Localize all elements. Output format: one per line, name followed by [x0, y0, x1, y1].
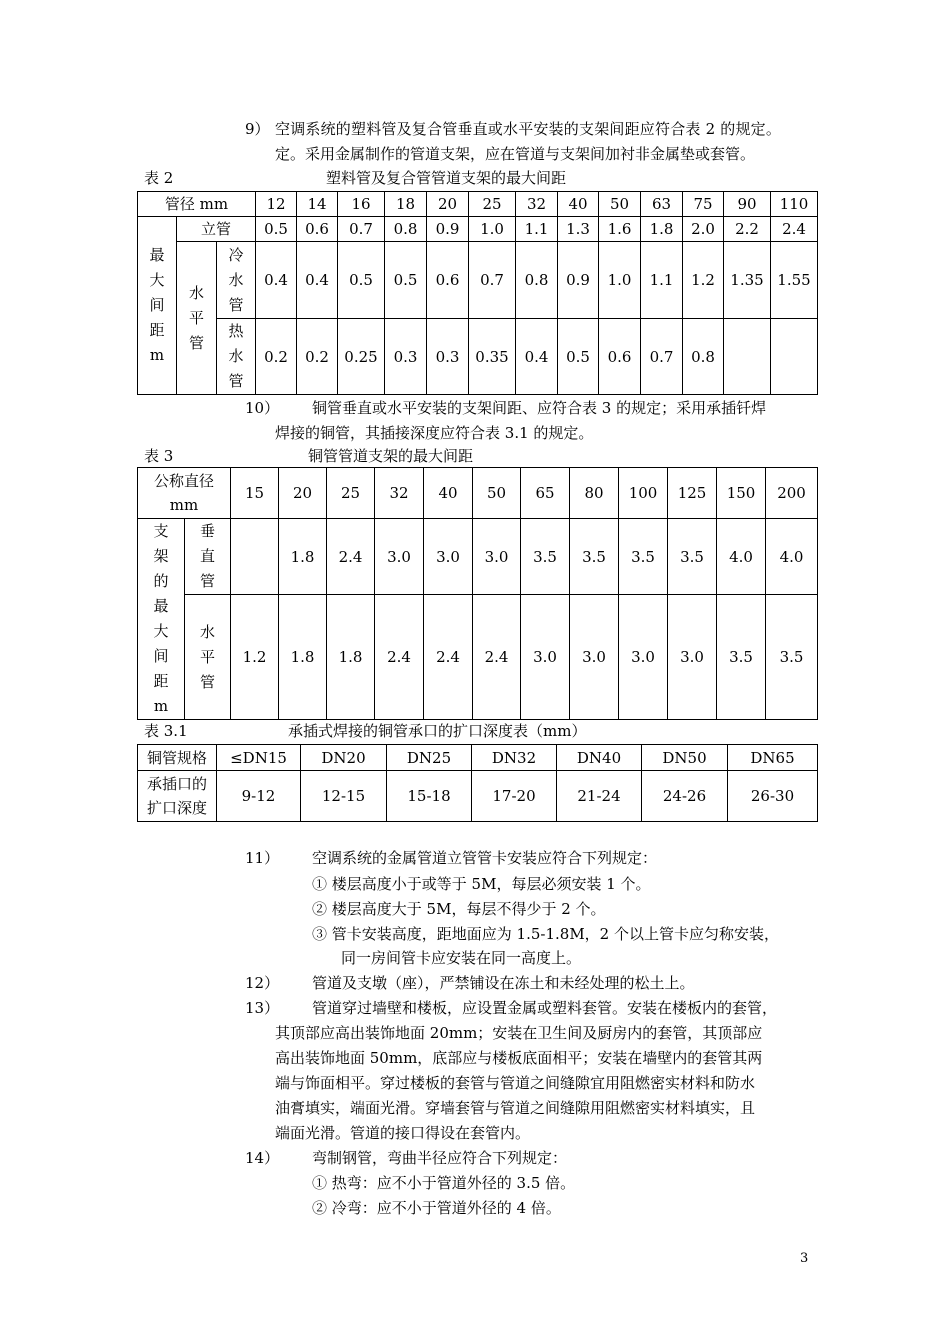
- item-10-line-2: 焊接的铜管，其插接深度应符合表 3.1 的规定。: [275, 424, 594, 442]
- table-2-cell: 0.35: [469, 319, 516, 395]
- table-2-cell: 0.2: [256, 319, 297, 395]
- table-2-cell: 0.6: [599, 319, 641, 395]
- table-2-cell: 0.6: [427, 242, 469, 319]
- table-2-cell: 1.6: [599, 217, 641, 242]
- table-3-1-label: 表 3.1: [144, 722, 188, 740]
- table-3-size: 20: [279, 468, 327, 519]
- table-3-cell: 3.0: [570, 595, 619, 720]
- table-2-size: 18: [385, 192, 427, 217]
- table-3-size: 50: [473, 468, 521, 519]
- table-3-cell: [231, 519, 279, 595]
- item-11-number: 11）: [245, 849, 280, 867]
- table-3-size: 125: [668, 468, 717, 519]
- table-2-cell: 0.8: [385, 217, 427, 242]
- table-3-cell: 3.5: [717, 595, 766, 720]
- table-3-1: [137, 744, 818, 822]
- table-2-cell: 0.6: [297, 217, 338, 242]
- table-2-cell: 2.2: [724, 217, 771, 242]
- item-11-sub-1: ① 楼层高度小于或等于 5M，每层必须安装 1 个。: [312, 875, 651, 893]
- table-2-cell: 1.0: [469, 217, 516, 242]
- table-3-max-spacing-label: 支架的最大间距m: [138, 519, 185, 720]
- table-2-title: 塑料管及复合管管道支架的最大间距: [326, 169, 567, 187]
- item-12-number: 12）: [245, 974, 280, 992]
- table-2-size: 110: [771, 192, 818, 217]
- table-2-size: 50: [599, 192, 641, 217]
- table-2-cell: [771, 319, 818, 395]
- item-13-line-4: 端与饰面相平。穿过楼板的套管与管道之间缝隙宜用阻燃密实材料和防水: [275, 1074, 756, 1092]
- table-3-cell: 3.0: [521, 595, 570, 720]
- table-2-cell: 1.1: [641, 242, 683, 319]
- table-3-1-title: 承插式焊接的铜管承口的扩口深度表（mm）: [288, 722, 587, 740]
- table-2-size: 75: [683, 192, 724, 217]
- table-2-header-label: 管径 mm: [138, 192, 256, 217]
- table-3-size: 40: [424, 468, 473, 519]
- table-2-cell: 1.3: [558, 217, 599, 242]
- table-2-vertical-label: 立管: [177, 217, 256, 242]
- item-9-number: 9）: [245, 120, 270, 138]
- table-3-cell: 4.0: [766, 519, 818, 595]
- table-3-size: 100: [619, 468, 668, 519]
- item-9-line-1: 空调系统的塑料管及复合管垂直或水平安装的支架间距应符合表 2 的规定。: [275, 120, 782, 138]
- item-14-number: 14）: [245, 1149, 280, 1167]
- table-2-horizontal-label: 水平管: [177, 242, 217, 395]
- table-2-cell: 0.4: [256, 242, 297, 319]
- item-11-sub-3-line-1: ③ 管卡安装高度，距地面应为 1.5-1.8M，2 个以上管卡应匀称安装，: [312, 925, 779, 943]
- table-2-cell: 1.55: [771, 242, 818, 319]
- item-13-line-1: 管道穿过墙壁和楼板，应设置金属或塑料套管。安装在楼板内的套管，: [312, 999, 778, 1017]
- table-2-size: 25: [469, 192, 516, 217]
- table-2: [137, 191, 818, 395]
- table-2-size: 16: [338, 192, 385, 217]
- table-3-cell: 3.5: [668, 519, 717, 595]
- table-3-cell: 3.5: [766, 595, 818, 720]
- table-2-size: 20: [427, 192, 469, 217]
- table-3-cell: 1.8: [327, 595, 375, 720]
- item-12-text: 管道及支墩（座），严禁铺设在冻土和未经处理的松土上。: [312, 974, 695, 992]
- table-3-cell: 2.4: [375, 595, 424, 720]
- table-3-cell: 1.8: [279, 519, 327, 595]
- item-9-line-2: 定。采用金属制作的管道支架，应在管道与支架间加衬非金属垫或套管。: [275, 145, 756, 163]
- table-2-size: 32: [516, 192, 558, 217]
- item-13-line-3: 高出装饰地面 50mm，底部应与楼板底面相平；安装在墙壁内的套管其两: [275, 1049, 763, 1067]
- item-11-sub-2: ② 楼层高度大于 5M，每层不得少于 2 个。: [312, 900, 606, 918]
- table-3-cell: 3.0: [668, 595, 717, 720]
- table-3-1-depth: 21-24: [557, 771, 642, 822]
- table-3-1-spec-header: 铜管规格: [138, 745, 217, 771]
- table-3-size: 32: [375, 468, 424, 519]
- table-3-1-spec: ≤DN15: [217, 745, 301, 771]
- item-13-number: 13）: [245, 999, 280, 1017]
- table-3-size: 15: [231, 468, 279, 519]
- table-3-1-depth-header: 承插口的扩口深度: [138, 771, 217, 822]
- table-2-cell: 0.8: [683, 319, 724, 395]
- table-2-cell: 0.7: [338, 217, 385, 242]
- table-3-1-depth: 15-18: [387, 771, 472, 822]
- table-3-cell: 3.5: [570, 519, 619, 595]
- item-14-sub-1: ① 热弯：应不小于管道外径的 3.5 倍。: [312, 1174, 576, 1192]
- table-3-1-spec: DN25: [387, 745, 472, 771]
- table-2-cell: 0.7: [469, 242, 516, 319]
- table-2-cell: 0.25: [338, 319, 385, 395]
- table-3: [137, 467, 818, 720]
- table-3-1-spec-row: [138, 745, 818, 771]
- table-3-title: 铜管管道支架的最大间距: [308, 447, 474, 465]
- table-3-vertical-label: 垂直管: [185, 519, 231, 595]
- table-2-cell: 0.5: [558, 319, 599, 395]
- item-10-number: 10）: [245, 399, 280, 417]
- item-11-sub-3-line-2: 同一房间管卡应安装在同一高度上。: [341, 949, 582, 967]
- table-3-1-depth: 9-12: [217, 771, 301, 822]
- table-2-header-row: [138, 192, 818, 217]
- item-13-line-6: 端面光滑。管道的接口得设在套管内。: [275, 1124, 531, 1142]
- page-number: 3: [800, 1251, 809, 1266]
- table-2-cell: 2.4: [771, 217, 818, 242]
- table-3-1-depth: 12-15: [301, 771, 387, 822]
- table-3-1-spec: DN40: [557, 745, 642, 771]
- table-2-cell: 1.1: [516, 217, 558, 242]
- table-2-cell: 1.2: [683, 242, 724, 319]
- table-3-cell: 1.2: [231, 595, 279, 720]
- table-3-cell: 3.0: [619, 595, 668, 720]
- table-2-cell: 0.3: [427, 319, 469, 395]
- table-2-size: 63: [641, 192, 683, 217]
- item-10-line-1: 铜管垂直或水平安装的支架间距、应符合表 3 的规定；采用承插钎焊: [312, 399, 767, 417]
- table-3-horizontal-label: 水平管: [185, 595, 231, 720]
- table-3-size: 200: [766, 468, 818, 519]
- table-2-size: 12: [256, 192, 297, 217]
- table-3-size: 80: [570, 468, 619, 519]
- table-2-cell: 0.7: [641, 319, 683, 395]
- table-3-header-label: 公称直径mm: [138, 468, 231, 519]
- table-2-cell: 0.2: [297, 319, 338, 395]
- table-2-vertical-row: [138, 217, 818, 242]
- table-2-cell: 1.35: [724, 242, 771, 319]
- table-3-size: 25: [327, 468, 375, 519]
- table-2-cell: 0.5: [338, 242, 385, 319]
- table-2-cell: 1.0: [599, 242, 641, 319]
- item-13-line-2: 其顶部应高出装饰地面 20mm；安装在卫生间及厨房内的套管，其顶部应: [275, 1024, 763, 1042]
- table-3-cell: 3.0: [375, 519, 424, 595]
- table-2-cell: 0.4: [516, 319, 558, 395]
- table-2-cold-row: [138, 242, 818, 319]
- table-2-label: 表 2: [144, 169, 174, 187]
- table-3-cell: 3.5: [521, 519, 570, 595]
- table-2-cell: [724, 319, 771, 395]
- table-3-1-spec: DN32: [472, 745, 557, 771]
- table-3-cell: 3.5: [619, 519, 668, 595]
- table-3-cell: 3.0: [473, 519, 521, 595]
- table-3-1-depth-row: [138, 771, 818, 822]
- table-2-hot-row: [138, 319, 818, 395]
- table-3-size: 150: [717, 468, 766, 519]
- item-14-sub-2: ② 冷弯：应不小于管道外径的 4 倍。: [312, 1199, 561, 1217]
- table-2-size: 90: [724, 192, 771, 217]
- table-3-cell: 2.4: [327, 519, 375, 595]
- table-3-header-row: [138, 468, 818, 519]
- table-2-size: 14: [297, 192, 338, 217]
- table-3-cell: 1.8: [279, 595, 327, 720]
- table-2-cell: 2.0: [683, 217, 724, 242]
- table-2-max-spacing-label: 最大间距m: [138, 217, 177, 395]
- table-3-vertical-row: [138, 519, 818, 595]
- item-14-text: 弯制钢管，弯曲半径应符合下列规定：: [312, 1149, 568, 1167]
- table-3-horizontal-row: [138, 595, 818, 720]
- table-3-1-depth: 26-30: [728, 771, 818, 822]
- table-3-cell: 4.0: [717, 519, 766, 595]
- table-2-cell: 0.5: [256, 217, 297, 242]
- table-3-size: 65: [521, 468, 570, 519]
- table-2-cell: 0.5: [385, 242, 427, 319]
- table-3-1-depth: 17-20: [472, 771, 557, 822]
- table-2-size: 40: [558, 192, 599, 217]
- table-2-cell: 0.4: [297, 242, 338, 319]
- table-2-cell: 0.9: [427, 217, 469, 242]
- table-3-1-spec: DN65: [728, 745, 818, 771]
- table-3-1-spec: DN20: [301, 745, 387, 771]
- table-2-cold-label: 冷水管: [217, 242, 256, 319]
- item-13-line-5: 油膏填实，端面光滑。穿墙套管与管道之间缝隙用阻燃密实材料填实，且: [275, 1099, 756, 1117]
- table-3-1-spec: DN50: [642, 745, 728, 771]
- table-3-cell: 3.0: [424, 519, 473, 595]
- table-2-cell: 0.9: [558, 242, 599, 319]
- item-11-text: 空调系统的金属管道立管管卡安装应符合下列规定：: [312, 849, 658, 867]
- table-3-1-depth: 24-26: [642, 771, 728, 822]
- table-2-cell: 0.8: [516, 242, 558, 319]
- table-2-cell: 0.3: [385, 319, 427, 395]
- table-2-cell: 1.8: [641, 217, 683, 242]
- table-3-label: 表 3: [144, 447, 174, 465]
- table-3-cell: 2.4: [424, 595, 473, 720]
- table-3-cell: 2.4: [473, 595, 521, 720]
- table-2-hot-label: 热水管: [217, 319, 256, 395]
